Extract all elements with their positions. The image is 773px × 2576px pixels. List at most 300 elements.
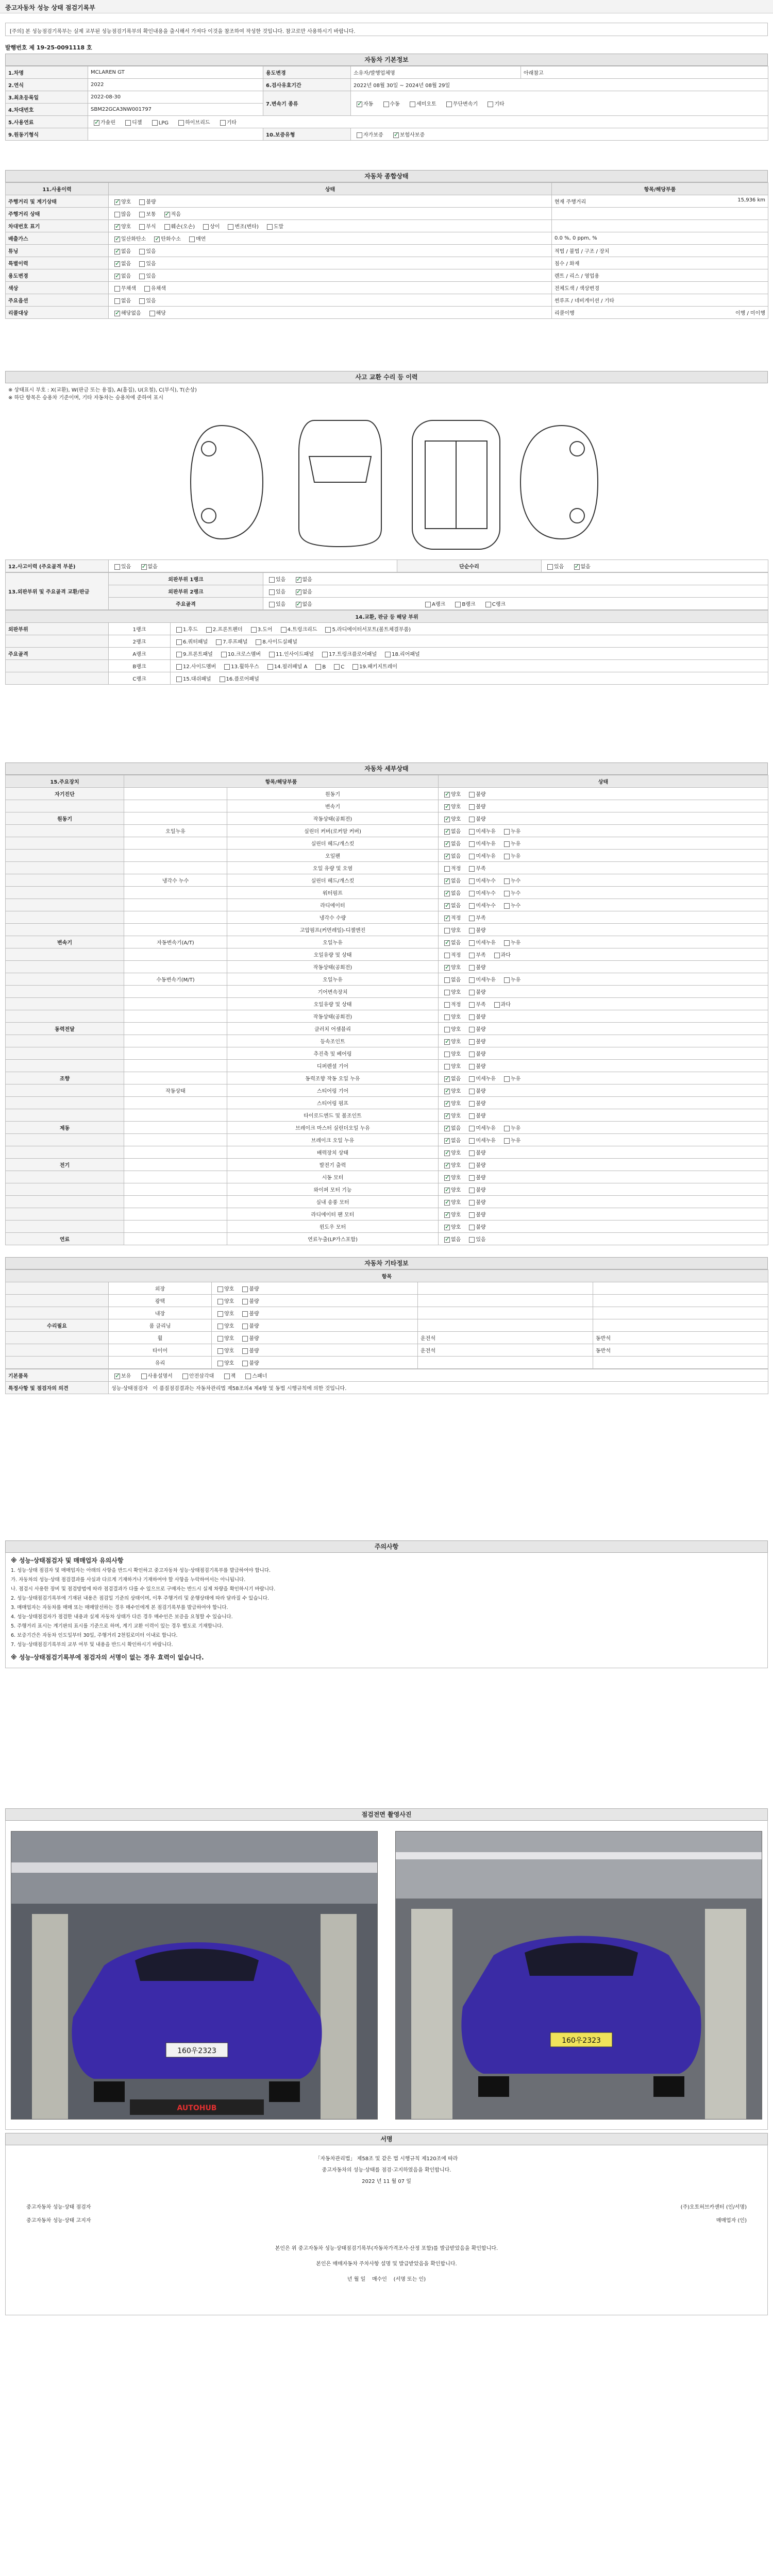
checkbox-icon [444, 940, 450, 946]
checkbox-icon [267, 664, 273, 670]
checkbox-icon [410, 101, 415, 107]
group-label: 수리필요 [6, 1319, 109, 1332]
checkbox-icon [357, 132, 362, 138]
table-row [6, 623, 768, 635]
option-item: 미세누수 [466, 876, 496, 884]
state-options [109, 269, 552, 282]
part-label: 타이로드엔드 및 볼조인트 [227, 1109, 439, 1122]
checkbox-icon [269, 602, 275, 607]
option-item: 있음 [466, 1235, 485, 1243]
table-row [6, 1282, 768, 1295]
checkbox-icon [139, 212, 145, 217]
table-row [6, 1208, 768, 1221]
checkbox-icon [444, 817, 450, 822]
state-options [439, 1072, 768, 1084]
checkbox-icon [217, 1311, 223, 1317]
device-label [6, 899, 124, 911]
option-item: 과다 [491, 1000, 511, 1008]
plate-text: 160우2323 [177, 2047, 216, 2055]
notes-list [5, 1553, 768, 1668]
sub-label [124, 800, 227, 812]
checkbox-icon [139, 249, 145, 255]
checkbox-icon [444, 1150, 450, 1156]
sub-label: 자동변속기(A/T) [124, 936, 227, 948]
row-label [6, 672, 109, 685]
checkbox-icon [469, 1138, 475, 1144]
table-row [6, 220, 768, 232]
checkbox-icon [444, 804, 450, 810]
checkbox-icon [469, 878, 475, 884]
checkbox-icon [385, 652, 391, 657]
section-title: 자동차 기본정보 [5, 54, 768, 66]
checkbox-icon [114, 249, 120, 255]
side-label: 운전석 [418, 1332, 593, 1344]
checkbox-icon [444, 1101, 450, 1107]
checkbox-icon [469, 1113, 475, 1119]
option-item: ✓ 적음 [161, 210, 181, 217]
checkbox-icon [504, 940, 510, 946]
parts-options [171, 660, 768, 672]
option-item: 있음 [136, 259, 156, 267]
option-item: 불량 [466, 1198, 485, 1206]
checkbox-icon [217, 1336, 223, 1342]
state-options [439, 825, 768, 837]
blank-cell [418, 1307, 593, 1319]
option-item: 19.패키지트레이 [349, 662, 397, 670]
rank-label: A랭크 [109, 648, 171, 660]
option-item: ✓ 없음 [441, 901, 461, 909]
option-item: 양호 [214, 1359, 234, 1366]
option-item: 불량 [239, 1284, 259, 1292]
checkbox-icon [242, 1336, 248, 1342]
option-item: 17.트렁크플로어패널 [319, 650, 377, 657]
note-item: 6. 보증기간은 자동차 인도일부터 30일, 주행거리 2천킬로미터 이내로 합니다. [11, 1633, 178, 1638]
page-title: 중고자동차 성능 상태 점검기록부 [0, 0, 773, 13]
option-item: ✓ 없음 [441, 1074, 461, 1082]
part-label: 오일누유 [227, 936, 439, 948]
column-header: 14.교환, 판금 등 해당 부위 [6, 611, 768, 623]
sub-label [124, 887, 227, 899]
table-header-row [6, 775, 768, 788]
part-label: 변속기 [227, 800, 439, 812]
option-item: 10.크로스멤버 [218, 650, 261, 657]
option-item: ✓ 적정 [441, 913, 461, 921]
row-label: 단순수리 [397, 560, 542, 572]
option-item: ✓ 해당없음 [111, 309, 141, 316]
section-title: 자동차 세부상태 [5, 762, 768, 775]
option-item: 없음 [111, 296, 131, 304]
checkbox-icon [455, 602, 461, 607]
blank-cell [418, 1319, 593, 1332]
option-item: 미세누유 [466, 827, 496, 835]
sub-label [124, 1072, 227, 1084]
sub-label [124, 1233, 227, 1245]
checkbox-icon [315, 664, 321, 670]
checkbox-icon [504, 878, 510, 884]
part-label: 기어변속장치 [227, 986, 439, 998]
checkbox-icon [224, 664, 230, 670]
checkbox-icon [269, 589, 275, 595]
part-label: 라디에이터 팬 모터 [227, 1208, 439, 1221]
checkbox-icon [267, 224, 273, 230]
checkbox-icon [114, 224, 120, 230]
option-item: 양호 [441, 988, 461, 995]
option-item: ✓ 없음 [441, 1235, 461, 1243]
blank-cell [593, 1282, 768, 1295]
option-item: 양호 [441, 1062, 461, 1070]
rank-label: 외판부위 1랭크 [109, 573, 263, 585]
checkbox-icon [469, 1163, 475, 1168]
item-label: 타이어 [109, 1344, 212, 1357]
checkbox-icon [176, 664, 182, 670]
checkbox-icon [203, 224, 209, 230]
checkbox-icon [444, 1089, 450, 1094]
option-item: 부족 [466, 1000, 485, 1008]
checkbox-icon [444, 953, 450, 958]
note-item: 1. 성능·상태 점검자 및 매매업자는 아래의 사항을 반드시 확인하고 중고자동차 성능·상태점검기록부를 발급하여야 합니다. [11, 1568, 271, 1573]
table-header-row [6, 611, 768, 623]
table-row [6, 1369, 768, 1382]
part-label: 추진축 및 베어링 [227, 1047, 439, 1060]
row-label: 색상 [6, 282, 109, 294]
sub-label [124, 1122, 227, 1134]
notifier-row [26, 2215, 747, 2227]
table-row [6, 948, 768, 961]
table-row [6, 1171, 768, 1183]
parts-options [171, 672, 768, 685]
option-item: 미세누수 [466, 901, 496, 909]
table-row [6, 973, 768, 986]
checkbox-icon [114, 564, 120, 570]
checkbox-icon [469, 854, 475, 859]
checkbox-icon [469, 1225, 475, 1230]
option-item: 보통 [136, 210, 156, 217]
device-label [6, 1109, 124, 1122]
checkbox-icon [469, 916, 475, 921]
checkbox-icon [444, 1052, 450, 1057]
option-item: 미세누수 [466, 889, 496, 896]
option-item: 18.리어패널 [382, 650, 420, 657]
option-item: 양호 [441, 1025, 461, 1032]
option-item: 6.쿼터패널 [173, 637, 208, 645]
option-item: 불량 [466, 1111, 485, 1119]
option-item: C [331, 664, 344, 670]
checkbox-icon [444, 1126, 450, 1131]
option-item: ✓ 없음 [111, 247, 131, 255]
table-row [6, 1196, 768, 1208]
sub-label [124, 1159, 227, 1171]
detail-condition-table [5, 775, 768, 1245]
device-label [6, 1060, 124, 1072]
checkbox-icon [469, 1027, 475, 1032]
checkbox-icon [444, 1163, 450, 1168]
item-label: 휠 [109, 1332, 212, 1344]
sub-label [124, 1109, 227, 1122]
option-item: 양호 [441, 1049, 461, 1057]
rank-label: C랭크 [109, 672, 171, 685]
parts-options [171, 635, 768, 648]
part-label: 고압펌프(커먼레일)-디젤엔진 [227, 924, 439, 936]
warranty-options: 자가보증 ✓ 보험사보증 [351, 128, 768, 141]
signature-section [5, 2133, 768, 2315]
part-label: 브레이크 오일 누유 [227, 1134, 439, 1146]
sub-label [124, 1035, 227, 1047]
checkbox-icon [504, 854, 510, 859]
table-row [6, 1382, 768, 1394]
checkbox-icon [296, 589, 301, 595]
table-row [6, 1295, 768, 1307]
sub-label [124, 1060, 227, 1072]
option-item: 누수 [501, 901, 520, 909]
state-options [439, 1159, 768, 1171]
signature-date: 2022 년 11 월 07 일 [362, 2179, 411, 2184]
table-row [6, 1109, 768, 1122]
table-row [6, 560, 768, 572]
checkbox-icon [446, 101, 452, 107]
state-options [212, 1282, 418, 1295]
state-options [439, 1023, 768, 1035]
option-item: ✓ 없음 [441, 889, 461, 896]
table-row [6, 1097, 768, 1109]
group-label [6, 1357, 109, 1369]
row-note: 0.0 %, 0 ppm, % [552, 232, 768, 245]
device-label [6, 1035, 124, 1047]
state-options [109, 307, 552, 319]
checkbox-icon [488, 101, 493, 107]
state-options [439, 1097, 768, 1109]
checkbox-icon [444, 866, 450, 872]
checkbox-icon [114, 261, 120, 267]
checkbox-icon [224, 1374, 230, 1379]
table-row [6, 837, 768, 850]
note-item: 7. 성능·상태점검기록부의 교부 여부 및 내용을 반드시 확인하시기 바랍니다. [11, 1642, 173, 1648]
row-note: 현재 주행거리 15,936 km [552, 195, 768, 208]
sub-label: 수동변속기(M/T) [124, 973, 227, 986]
option-item: 누유 [501, 839, 520, 847]
checkbox-icon [164, 224, 170, 230]
part-label: 윈도우 모터 [227, 1221, 439, 1233]
option-item: 양호 [441, 1012, 461, 1020]
basic-items-options: ✓ 보유 사용설명서 안전삼각대 잭 스패너 [109, 1369, 768, 1382]
device-label [6, 998, 124, 1010]
sub-label [124, 961, 227, 973]
device-label [6, 986, 124, 998]
table-row [6, 257, 768, 269]
row-label: 외판부위 [6, 623, 109, 635]
rank-label: 외판부위 2랭크 [109, 585, 263, 598]
option-item: 부족 [466, 864, 485, 872]
part-label: 실린더 헤드/개스킷 [227, 837, 439, 850]
overall-condition-section [5, 170, 768, 319]
part-label: 오일팬 [227, 850, 439, 862]
table-row [6, 116, 768, 128]
part-label: 스티어링 기어 [227, 1084, 439, 1097]
option-item: 양호 [214, 1309, 234, 1317]
checkbox-icon [444, 916, 450, 921]
table-row [6, 585, 768, 598]
row-label: 주행거리 상태 [6, 208, 109, 220]
checkbox-icon [444, 829, 450, 835]
checkbox-icon [242, 1324, 248, 1329]
option-item: ✓ 양호 [111, 222, 131, 230]
option-item: 누유 [501, 975, 520, 983]
row-label: 차대번호 표기 [6, 220, 109, 232]
checkbox-icon [269, 652, 275, 657]
checkbox-icon [322, 652, 328, 657]
row-label: 용도변경 [6, 269, 109, 282]
part-label: 클러치 어셈블리 [227, 1023, 439, 1035]
option-item: ✓ 양호 [441, 1161, 461, 1168]
option-item: ✓ 없음 [441, 852, 461, 859]
checkbox-icon [114, 274, 120, 279]
option-item: 불량 [239, 1334, 259, 1342]
checkbox-icon [469, 1175, 475, 1181]
part-label: 오일누유 [227, 973, 439, 986]
table-row [6, 1072, 768, 1084]
device-label [6, 850, 124, 862]
option-item: ✓ 없음 [111, 272, 131, 279]
note-item: 2. 성능·상태점검기록부에 기재된 내용은 점검일 기준의 상태이며, 이후 주행거리 및 운행상태에 따라 달라질 수 있습니다. [11, 1596, 269, 1601]
overall-condition-table [5, 182, 768, 319]
option-item: 많음 [111, 210, 131, 217]
checkbox-icon [176, 652, 182, 657]
option-item: 양호 [214, 1346, 234, 1354]
other-info-table [5, 1269, 768, 1369]
sub-label [124, 1047, 227, 1060]
table-row [6, 1319, 768, 1332]
table-row [6, 874, 768, 887]
group-label [6, 1344, 109, 1357]
device-label: 제동 [6, 1122, 124, 1134]
sub-label [124, 948, 227, 961]
option-item: 없음 [441, 975, 461, 983]
checkbox-icon [114, 199, 120, 205]
state-options [212, 1307, 418, 1319]
checkbox-icon [469, 1126, 475, 1131]
checkbox-icon [296, 602, 301, 607]
column-header: 11.사용이력 [6, 183, 109, 195]
option-item: ✓ 양호 [441, 790, 461, 798]
sub-label [124, 911, 227, 924]
option-item: 7.루프패널 [213, 637, 247, 645]
state-options [212, 1295, 418, 1307]
table-row [6, 128, 768, 141]
legend-line: ※ 하단 항목은 승용차 기준이며, 기타 자동차는 승용차에 준하여 표시 [8, 395, 163, 401]
option-item: 불량 [239, 1321, 259, 1329]
checkbox-icon [444, 1039, 450, 1045]
checkbox-icon [469, 965, 475, 971]
option-item: 불량 [466, 1185, 485, 1193]
checkbox-icon [296, 577, 301, 583]
signature-line: 「자동차관리법」 제58조 및 같은 법 시행규칙 제120조에 따라 [315, 2156, 458, 2162]
checkbox-icon [154, 236, 160, 242]
row-label: 주요옵션 [6, 294, 109, 307]
option-item: 11.인사이드패널 [266, 650, 314, 657]
option-item: 양호 [214, 1284, 234, 1292]
state-options [439, 924, 768, 936]
device-label [6, 800, 124, 812]
device-label [6, 1221, 124, 1233]
device-label [6, 1097, 124, 1109]
state-options [439, 1010, 768, 1023]
checker-label: 중고자동차 성능·상태 점검자 [26, 2205, 91, 2210]
part-label: 오일 유량 및 오염 [227, 862, 439, 874]
device-label [6, 973, 124, 986]
checkbox-icon [469, 1101, 475, 1107]
sub-label [124, 1023, 227, 1035]
row-label: 12.사고이력 (주요골격 부분) [6, 560, 109, 572]
column-header: 항목/해당부품 [124, 775, 439, 788]
option-item: 양호 [214, 1297, 234, 1304]
option-item: 미세누유 [466, 852, 496, 859]
device-label: 연료 [6, 1233, 124, 1245]
checkbox-icon [469, 953, 475, 958]
sub-label [124, 899, 227, 911]
state-options [439, 961, 768, 973]
part-label: 작동상태(공회전) [227, 1010, 439, 1023]
option-item: 불량 [466, 1062, 485, 1070]
row-label [6, 635, 109, 648]
sub-label [124, 1183, 227, 1196]
checkbox-icon [469, 829, 475, 835]
item-label: 광택 [109, 1295, 212, 1307]
row-note: 침수 / 화재 [552, 257, 768, 269]
checkbox-icon [469, 1089, 475, 1094]
option-item: 3.도어 [248, 625, 273, 633]
option-item: 1.후드 [173, 625, 198, 633]
option-item: 미세누유 [466, 1136, 496, 1144]
checkbox-icon [325, 627, 331, 633]
checkbox-icon [334, 664, 340, 670]
table-row [6, 1035, 768, 1047]
checkbox-icon [220, 120, 226, 126]
checkbox-icon [149, 311, 155, 316]
basic-info-section [5, 54, 768, 141]
checkbox-icon [217, 1348, 223, 1354]
column-header: 항목 [6, 1270, 768, 1282]
checkbox-icon [139, 199, 145, 205]
checkbox-icon [504, 1126, 510, 1131]
rank-options: 있음 ✓ 없음 [263, 573, 768, 585]
table-header-row [6, 183, 768, 195]
column-header: 상태 [439, 775, 768, 788]
checkbox-icon [444, 1138, 450, 1144]
part-label: 디퍼렌셜 기어 [227, 1060, 439, 1072]
checkbox-icon [485, 602, 491, 607]
option-item: 미세누유 [466, 1124, 496, 1131]
sub-label [124, 850, 227, 862]
table-row [6, 269, 768, 282]
option-item: 부식 [136, 222, 156, 230]
option-item: 2.프론트펜더 [203, 625, 243, 633]
option-item: 불량 [466, 815, 485, 822]
checkbox-icon [469, 977, 475, 983]
sub-label [124, 1097, 227, 1109]
option-item: 있음 [136, 296, 156, 304]
option-item: B [312, 664, 326, 670]
photos-section [5, 1808, 768, 2130]
checkbox-icon [269, 577, 275, 583]
parts-options [171, 648, 768, 660]
part-label: 워터펌프 [227, 887, 439, 899]
option-item: 누유 [501, 827, 520, 835]
table-row [6, 1010, 768, 1023]
device-label: 조향 [6, 1072, 124, 1084]
sub-label [124, 862, 227, 874]
state-options [439, 1208, 768, 1221]
row-note [552, 220, 768, 232]
row-note: 썬루프 / 네비게이션 / 기타 [552, 294, 768, 307]
